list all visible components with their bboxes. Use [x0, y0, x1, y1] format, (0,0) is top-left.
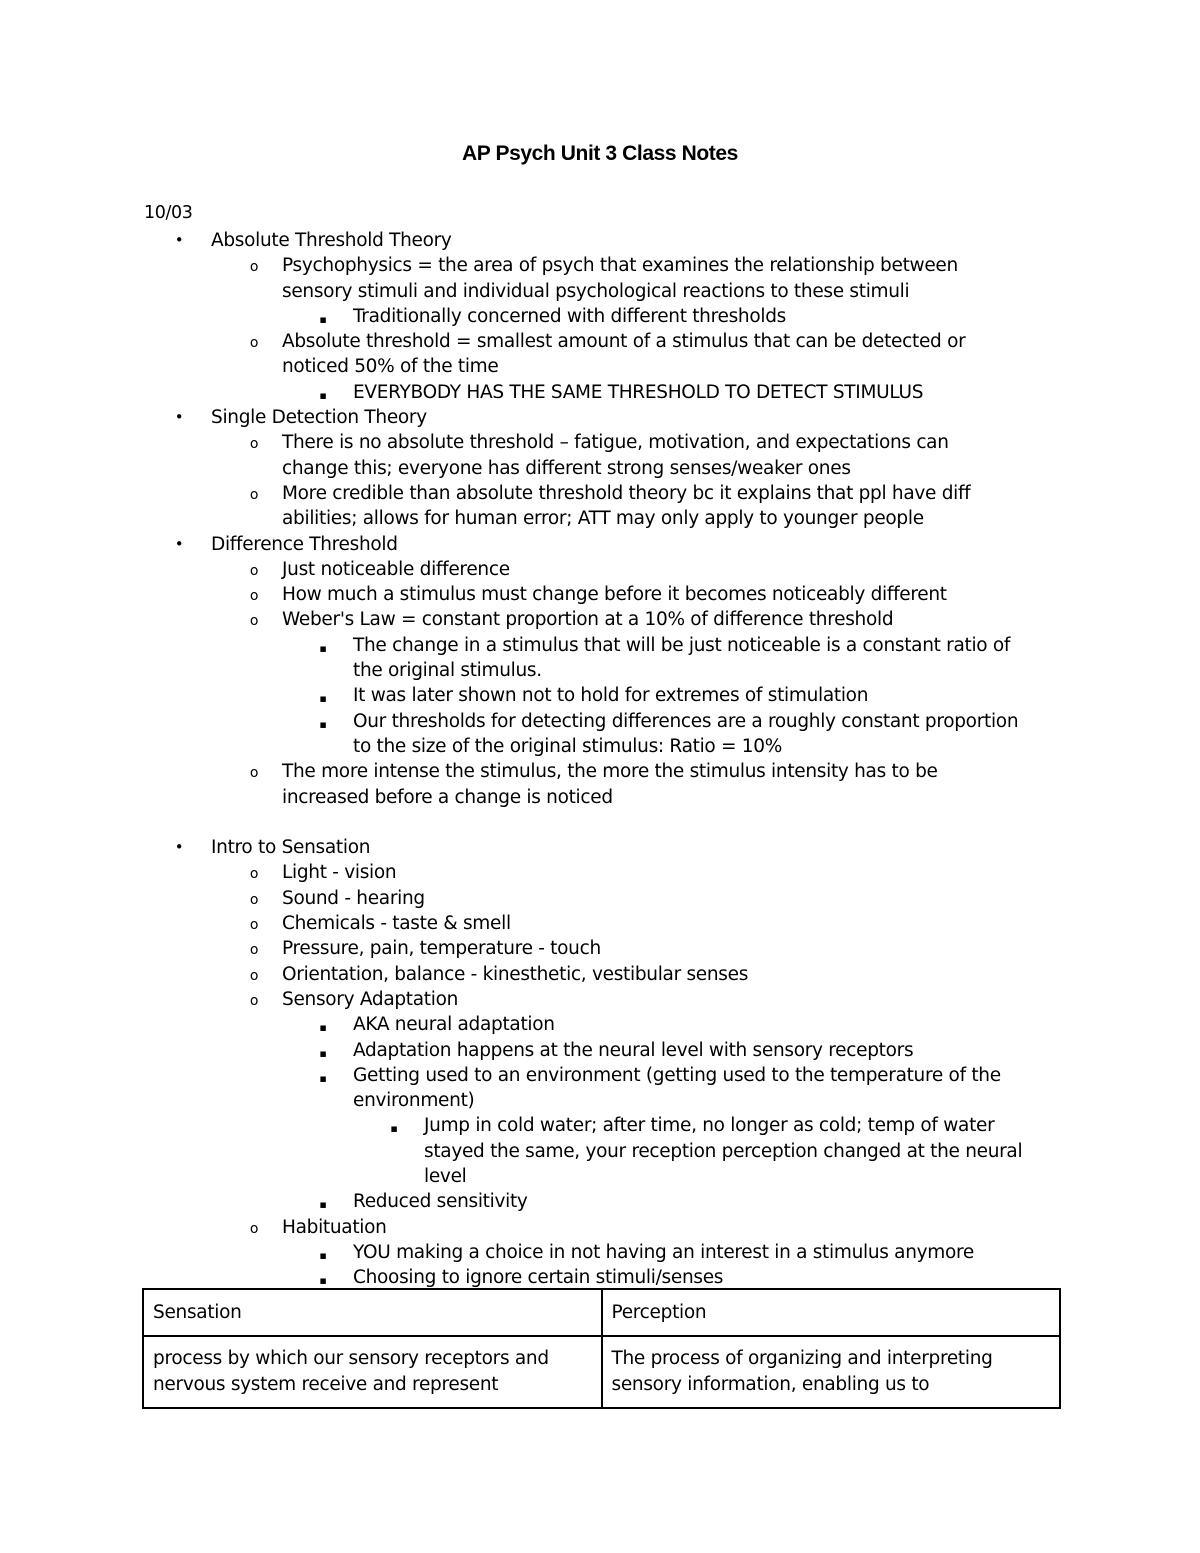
- list-item-text: Intro to Sensation: [211, 837, 371, 859]
- list-item-text: Choosing to ignore certain stimuli/senses: [353, 1267, 724, 1289]
- list-item: [0, 987, 1200, 1012]
- bullet-marker: o: [249, 436, 259, 453]
- bullet-marker: o: [249, 1220, 259, 1237]
- list-item-text: Absolute threshold = smallest amount of a stimulus that can be detected or: [282, 331, 966, 353]
- list-item: [0, 911, 1200, 936]
- list-item-text: to the size of the original stimulus: Ratio = 10%: [353, 735, 783, 757]
- list-item: [0, 785, 1200, 810]
- bullet-marker: ▪: [319, 388, 327, 402]
- list-item: [0, 759, 1200, 784]
- bullet-marker: o: [249, 613, 259, 630]
- bullet-marker: ▪: [390, 1122, 398, 1136]
- bullet-marker: ▪: [319, 717, 327, 731]
- bullet-marker: o: [249, 562, 259, 579]
- bullet-marker: ▪: [319, 1046, 327, 1060]
- list-item: [0, 380, 1200, 405]
- list-item: [0, 607, 1200, 632]
- list-item: [0, 1063, 1200, 1088]
- bullet-marker: o: [249, 917, 259, 934]
- list-item: [0, 1139, 1200, 1164]
- bullet-marker: ▪: [319, 1021, 327, 1035]
- list-item-text: Psychophysics = the area of psych that examines the relationship between: [282, 255, 958, 277]
- list-item-text: YOU making a choice in not having an interest in a stimulus anymore: [353, 1241, 975, 1263]
- list-item: [0, 886, 1200, 911]
- list-item-text: increased before a change is noticed: [282, 786, 613, 808]
- list-item-text: the original stimulus.: [353, 660, 542, 682]
- list-item-text: Reduced sensitivity: [353, 1191, 528, 1213]
- table-row: [143, 1336, 1060, 1408]
- list-item-text: Difference Threshold: [211, 533, 398, 555]
- list-item-text: EVERYBODY HAS THE SAME THRESHOLD TO DETECT STIMULUS: [353, 381, 924, 403]
- list-item: [0, 456, 1200, 481]
- list-item-text: Weber's Law = constant proportion at a 10% of difference threshold: [282, 609, 894, 631]
- list-item: [0, 734, 1200, 759]
- bullet-marker: ▪: [319, 692, 327, 706]
- list-item-text: There is no absolute threshold – fatigue, motivation, and expectations can: [282, 432, 949, 454]
- bullet-marker: o: [249, 942, 259, 959]
- list-item: [0, 253, 1200, 278]
- list-item: [0, 582, 1200, 607]
- sensation-perception-table: [142, 1288, 1061, 1409]
- list-item: [0, 481, 1200, 506]
- list-item-text: Light - vision: [282, 862, 397, 884]
- table-header-cell: Sensation: [143, 1289, 602, 1336]
- list-item: [0, 430, 1200, 455]
- list-item: [0, 1240, 1200, 1265]
- bullet-marker: •: [174, 534, 184, 553]
- list-item-text: Getting used to an environment (getting used to the temperature of the: [353, 1064, 1001, 1086]
- list-item-text: Sensory Adaptation: [282, 988, 459, 1010]
- list-item-text: stayed the same, your reception perception changed at the neural: [424, 1140, 1023, 1162]
- list-item-text: noticed 50% of the time: [282, 356, 499, 378]
- list-item: [0, 354, 1200, 379]
- list-item-text: Adaptation happens at the neural level with sensory receptors: [353, 1039, 914, 1061]
- bullet-marker: •: [174, 838, 184, 857]
- bullet-marker: o: [249, 765, 259, 782]
- list-item: [0, 860, 1200, 885]
- list-item: [0, 936, 1200, 961]
- list-item-text: Single Detection Theory: [211, 407, 427, 429]
- bullet-marker: ▪: [319, 1071, 327, 1085]
- list-item-text: abilities; allows for human error; ATT may only apply to younger people: [282, 508, 924, 530]
- list-item-text: level: [424, 1165, 467, 1187]
- list-item: [0, 557, 1200, 582]
- list-item-text: How much a stimulus must change before it becomes noticeably different: [282, 584, 947, 606]
- bullet-marker: •: [174, 231, 184, 249]
- bullet-marker: o: [249, 992, 259, 1009]
- list-item-text: Chemicals - taste & smell: [282, 913, 511, 935]
- list-item: [0, 1088, 1200, 1113]
- list-item: [0, 304, 1200, 329]
- list-item: [0, 683, 1200, 708]
- list-item: [0, 279, 1200, 304]
- list-item: [0, 506, 1200, 531]
- bullet-marker: ▪: [319, 641, 327, 655]
- bullet-marker: o: [249, 588, 259, 605]
- date-heading: 10/03: [144, 203, 193, 223]
- list-item: [0, 658, 1200, 683]
- bullet-marker: o: [249, 891, 259, 908]
- list-item-text: environment): [353, 1090, 475, 1112]
- list-item: [0, 1038, 1200, 1063]
- list-item-text: Jump in cold water; after time, no longer as cold; temp of water: [424, 1115, 995, 1137]
- list-item-text: Our thresholds for detecting differences are a roughly constant proportion: [353, 710, 1019, 732]
- bullet-marker: ▪: [319, 312, 327, 326]
- table-cell: The process of organizing and interpreting sensory information, enabling us to: [602, 1336, 1061, 1408]
- list-item: [0, 405, 1200, 430]
- list-item-text: Sound - hearing: [282, 887, 425, 909]
- list-item-text: More credible than absolute threshold theory bc it explains that ppl have diff: [282, 482, 971, 504]
- list-item-text: Habituation: [282, 1216, 387, 1238]
- list-item-text: It was later shown not to hold for extremes of stimulation: [353, 685, 869, 707]
- list-item: [0, 1113, 1200, 1138]
- bullet-marker: ▪: [319, 1198, 327, 1212]
- list-item-text: Pressure, pain, temperature - touch: [282, 938, 601, 960]
- list-item: [0, 1189, 1200, 1214]
- list-item-text: AKA neural adaptation: [353, 1014, 555, 1036]
- list-item-text: Absolute Threshold Theory: [211, 230, 452, 251]
- bullet-marker: •: [174, 408, 184, 427]
- bullet-marker: ▪: [319, 1248, 327, 1262]
- list-item-text: Orientation, balance - kinesthetic, vestibular senses: [282, 963, 749, 985]
- bullet-marker: ▪: [319, 1274, 327, 1288]
- blank-line: [0, 810, 1200, 835]
- list-item: [0, 228, 1200, 253]
- list-item: [0, 1265, 1200, 1290]
- list-item: [0, 532, 1200, 557]
- list-item: [0, 1164, 1200, 1189]
- bullet-marker: o: [249, 967, 259, 984]
- table-header-cell: Perception: [602, 1289, 1061, 1336]
- list-item-text: Just noticeable difference: [282, 558, 510, 580]
- list-item-text: The change in a stimulus that will be just noticeable is a constant ratio of: [353, 634, 1011, 656]
- list-item: [0, 709, 1200, 734]
- bullet-marker: o: [249, 866, 259, 883]
- list-item-text: Traditionally concerned with different thresholds: [353, 305, 786, 327]
- list-item: [0, 1012, 1200, 1037]
- bullet-marker: o: [249, 486, 259, 503]
- list-item: [0, 329, 1200, 354]
- table-cell: process by which our sensory receptors and nervous system receive and represent: [143, 1336, 602, 1408]
- bullet-marker: o: [249, 259, 259, 276]
- list-item-text: sensory stimuli and individual psychological reactions to these stimuli: [282, 280, 910, 302]
- document-title: AP Psych Unit 3 Class Notes: [462, 142, 738, 165]
- list-item-text: The more intense the stimulus, the more the stimulus intensity has to be: [282, 761, 938, 783]
- list-item: [0, 633, 1200, 658]
- list-item: [0, 962, 1200, 987]
- notes-list: [0, 228, 1200, 1290]
- bullet-marker: o: [249, 335, 259, 352]
- list-item: [0, 835, 1200, 860]
- list-item: [0, 1215, 1200, 1240]
- table-header-row: [143, 1289, 1060, 1336]
- list-item-text: change this; everyone has different strong senses/weaker ones: [282, 457, 851, 479]
